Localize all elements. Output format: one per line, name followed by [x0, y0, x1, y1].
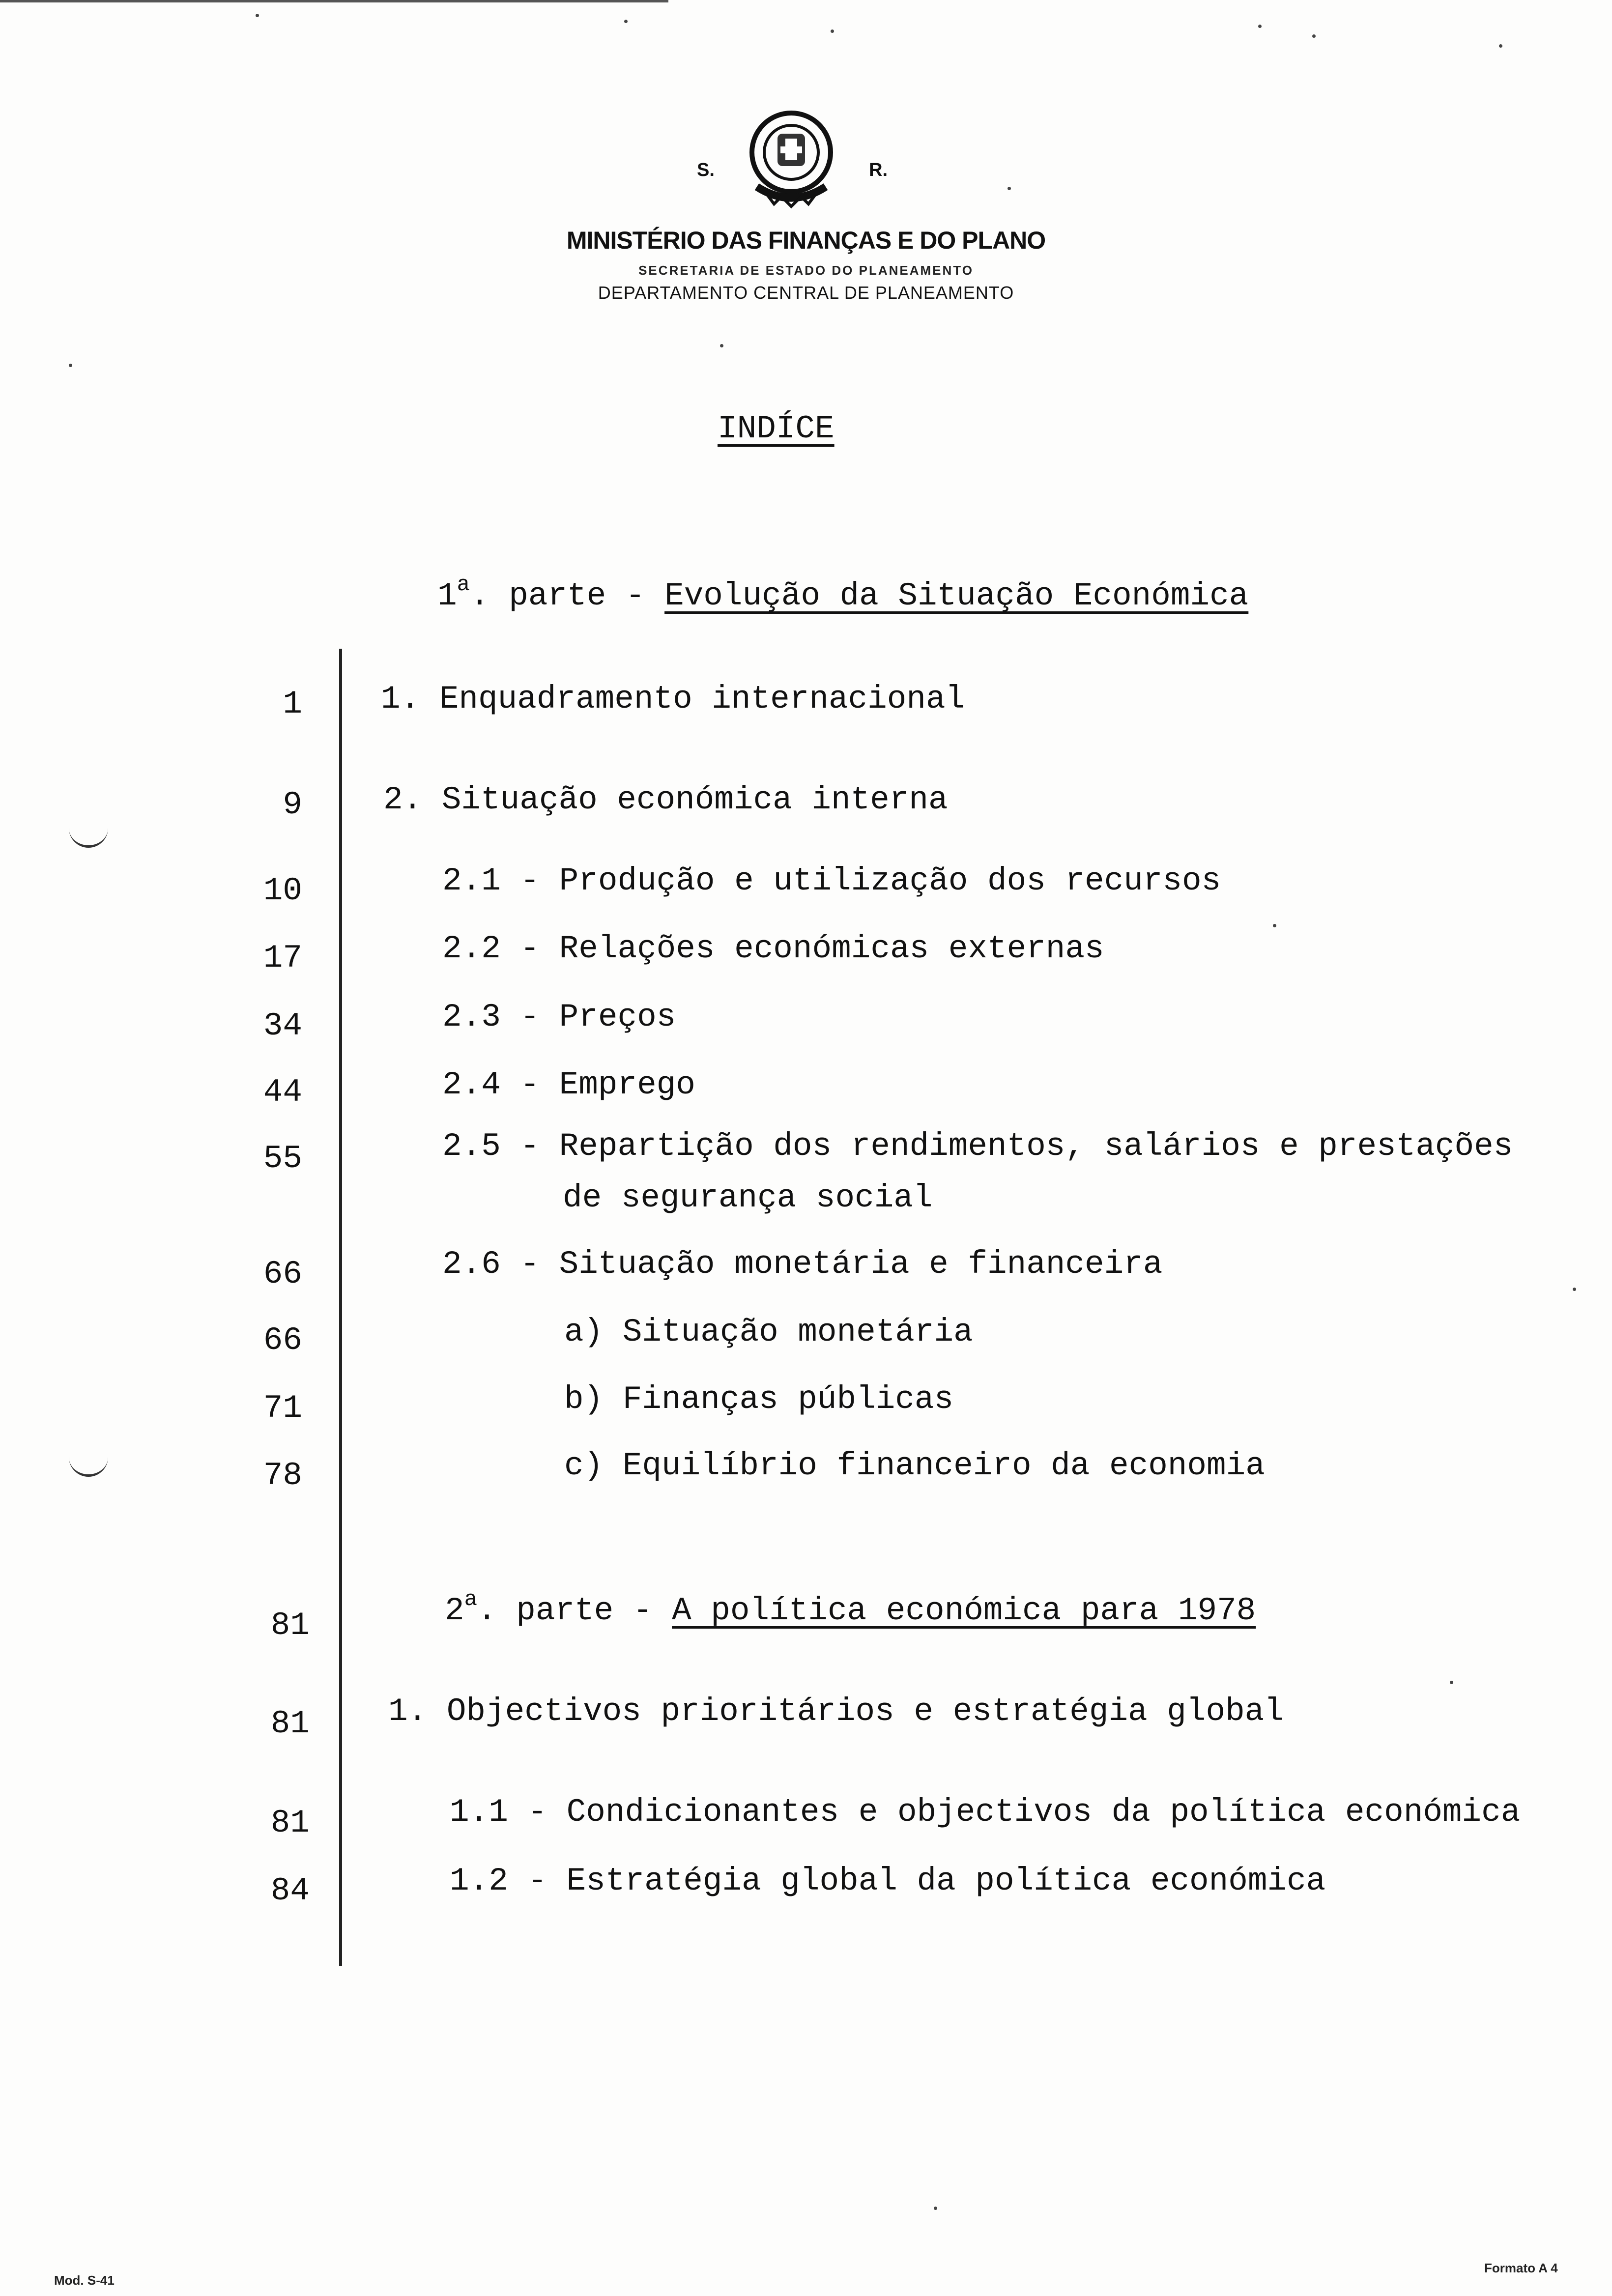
scan-speckle: [624, 20, 628, 23]
page-number: 71: [263, 1390, 302, 1427]
ministry-name: MINISTÉRIO DAS FINANÇAS E DO PLANO: [566, 227, 1046, 254]
page-number: 1: [283, 686, 302, 722]
part-2-heading: [445, 1587, 1256, 1629]
form-model-code: Mod. S-41: [54, 2273, 115, 2288]
page-number: 17: [263, 940, 302, 976]
toc-entry: 2.3 - Preços: [442, 999, 676, 1035]
scan-speckle: [1312, 34, 1316, 38]
punch-hole-mark: [69, 811, 108, 848]
paper-format: Formato A 4: [1484, 2261, 1558, 2275]
part-number: 1: [437, 577, 457, 614]
scan-speckle: [934, 2207, 937, 2210]
toc-entry: b) Finanças públicas: [564, 1381, 954, 1418]
toc-entry: 2.2 - Relações económicas externas: [442, 930, 1104, 967]
page-number: 55: [263, 1140, 302, 1177]
page-column-divider: [339, 649, 342, 1966]
toc-entry-continuation: de segurança social: [563, 1179, 933, 1216]
page-number: 10: [263, 872, 302, 909]
departamento-name: DEPARTAMENTO CENTRAL DE PLANEAMENTO: [598, 283, 1014, 303]
secretaria-name: SECRETARIA DE ESTADO DO PLANEAMENTO: [638, 263, 974, 278]
toc-entry: 1. Enquadramento internacional: [381, 681, 965, 718]
page-number: 9: [283, 786, 302, 823]
scan-speckle: [1573, 1288, 1576, 1291]
page-number: 34: [263, 1007, 302, 1044]
scan-speckle: [1258, 25, 1262, 28]
toc-entry: 2.4 - Emprego: [442, 1066, 695, 1103]
page-number: 66: [263, 1256, 302, 1292]
part-1-heading: [437, 573, 1249, 614]
page-number: 78: [263, 1457, 302, 1494]
page-number: 84: [270, 1872, 310, 1909]
punch-hole-mark: [69, 1440, 108, 1477]
page-number: 44: [263, 1074, 302, 1111]
toc-entry: 2. Situação económica interna: [383, 781, 948, 818]
toc-entry: c) Equilíbrio financeiro da economia: [564, 1447, 1265, 1484]
toc-entry: 2.6 - Situação monetária e financeira: [442, 1246, 1163, 1283]
toc-entry: 1.1 - Condicionantes e objectivos da política económica: [450, 1794, 1521, 1831]
part-ordinal: a: [464, 1587, 478, 1612]
scan-speckle: [1450, 1681, 1453, 1684]
letterhead-initial-right: R.: [869, 160, 888, 180]
part-number: 2: [445, 1592, 464, 1629]
toc-entry: 2.5 - Repartição dos rendimentos, salários e prestações: [442, 1128, 1513, 1165]
scan-speckle: [256, 14, 259, 17]
toc-entry: 1.2 - Estratégia global da política económica: [450, 1863, 1326, 1899]
letterhead-initial-left: S.: [697, 160, 715, 180]
part-ordinal: a: [457, 573, 470, 597]
index-title: INDÍCE: [718, 410, 835, 447]
part-title: A política económica para 1978: [672, 1592, 1256, 1629]
letterhead: [491, 103, 1121, 319]
part-prefix: . parte -: [470, 577, 665, 614]
page-number: 81: [270, 1607, 310, 1644]
coat-of-arms-icon: [737, 103, 845, 211]
scan-speckle: [1499, 44, 1502, 48]
toc-entry: 1. Objectivos prioritários e estratégia global: [388, 1693, 1284, 1730]
toc-entry: a) Situação monetária: [564, 1314, 973, 1350]
scan-speckle: [720, 344, 723, 347]
page-number: 66: [263, 1322, 302, 1359]
scan-speckle: [1273, 924, 1276, 927]
scan-speckle: [69, 364, 72, 367]
part-prefix: . parte -: [477, 1592, 672, 1629]
page-number: 81: [270, 1805, 310, 1841]
part-title: Evolução da Situação Económica: [664, 577, 1249, 614]
scan-edge-line: [0, 0, 668, 2]
toc-entry: 2.1 - Produção e utilização dos recursos: [442, 862, 1221, 899]
page-number: 81: [270, 1705, 310, 1742]
scan-speckle: [831, 29, 834, 33]
